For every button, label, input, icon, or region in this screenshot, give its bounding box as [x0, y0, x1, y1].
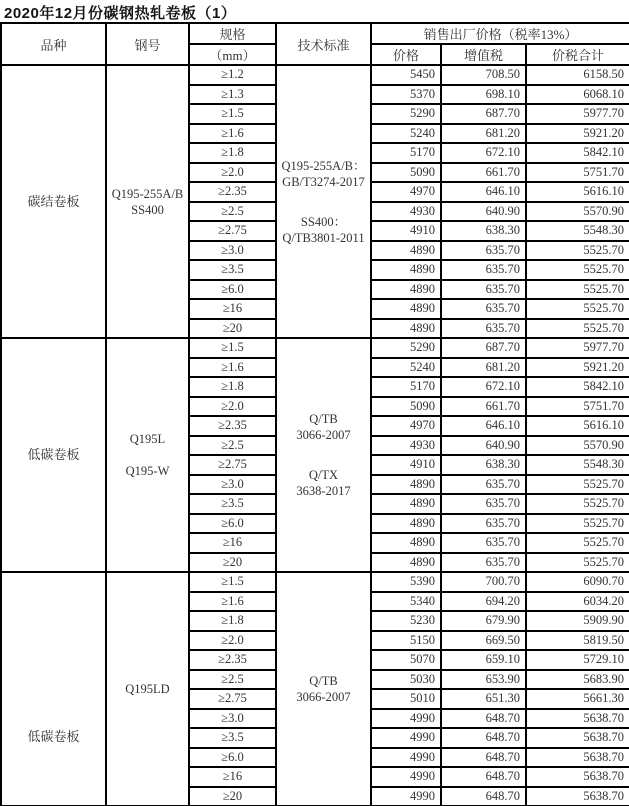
vat-cell: 698.10 — [441, 85, 526, 105]
header-spec: 规格 — [189, 23, 276, 44]
cell-content — [107, 186, 188, 218]
spec-cell: ≥3.0 — [189, 241, 276, 261]
vat-cell: 635.70 — [441, 533, 526, 553]
total-cell: 6090.70 — [526, 572, 629, 592]
vat-cell: 648.70 — [441, 787, 526, 806]
price-cell: 5030 — [371, 670, 441, 690]
spec-cell: ≥1.6 — [189, 358, 276, 378]
price-cell: 4890 — [371, 299, 441, 319]
vat-cell: 672.10 — [441, 377, 526, 397]
vat-cell: 646.10 — [441, 416, 526, 436]
vat-cell: 659.10 — [441, 650, 526, 670]
vat-cell: 638.30 — [441, 455, 526, 475]
total-cell: 5921.20 — [526, 124, 629, 144]
spec-cell: ≥20 — [189, 319, 276, 339]
vat-cell: 648.70 — [441, 728, 526, 748]
text-line: Q/TB — [309, 674, 338, 688]
grade-cell — [106, 65, 189, 338]
price-cell: 4990 — [371, 728, 441, 748]
price-cell: 5090 — [371, 163, 441, 183]
total-cell: 5638.70 — [526, 709, 629, 729]
total-cell: 6158.50 — [526, 65, 629, 85]
total-cell: 5525.70 — [526, 280, 629, 300]
vat-cell: 681.20 — [441, 124, 526, 144]
price-cell: 4890 — [371, 533, 441, 553]
text-line: GB/T3274-2017 — [282, 174, 365, 189]
total-cell: 5570.90 — [526, 436, 629, 456]
vat-cell: 635.70 — [441, 475, 526, 495]
text-line: Q195-255A/B — [111, 186, 184, 201]
variety-cell — [1, 572, 106, 806]
vat-cell: 661.70 — [441, 163, 526, 183]
text-line: SS400 — [131, 202, 164, 217]
price-cell: 5240 — [371, 124, 441, 144]
vat-cell: 651.30 — [441, 689, 526, 709]
spec-cell: ≥6.0 — [189, 748, 276, 768]
price-cell: 4990 — [371, 787, 441, 806]
spec-cell: ≥1.6 — [189, 124, 276, 144]
spec-cell: ≥2.5 — [189, 670, 276, 690]
standard-cell — [276, 572, 371, 806]
table-row — [1, 572, 629, 592]
vat-cell: 648.70 — [441, 767, 526, 787]
text-line: Q195L — [129, 432, 166, 446]
price-cell: 4890 — [371, 280, 441, 300]
variety-cell — [1, 65, 106, 338]
text-line: Q/TB — [309, 412, 338, 426]
price-cell: 5090 — [371, 397, 441, 417]
total-cell: 6034.20 — [526, 592, 629, 612]
spec-cell: ≥20 — [189, 553, 276, 573]
spec-cell: ≥16 — [189, 533, 276, 553]
vat-cell: 687.70 — [441, 338, 526, 358]
spec-cell: ≥1.2 — [189, 65, 276, 85]
total-cell: 5525.70 — [526, 514, 629, 534]
spec-cell: ≥2.35 — [189, 416, 276, 436]
spec-cell: ≥2.5 — [189, 436, 276, 456]
spec-cell: ≥1.6 — [189, 592, 276, 612]
vat-cell: 635.70 — [441, 553, 526, 573]
spec-cell: ≥1.8 — [189, 611, 276, 631]
price-cell: 4890 — [371, 553, 441, 573]
text-line: 低碳卷板 — [27, 447, 80, 462]
total-cell: 5616.10 — [526, 416, 629, 436]
spec-cell: ≥3.5 — [189, 728, 276, 748]
vat-cell: 700.70 — [441, 572, 526, 592]
vat-cell: 635.70 — [441, 260, 526, 280]
total-cell: 5638.70 — [526, 767, 629, 787]
price-table — [0, 22, 629, 806]
price-cell: 5170 — [371, 143, 441, 163]
table-header — [1, 23, 629, 65]
spec-cell: ≥6.0 — [189, 514, 276, 534]
total-cell: 5570.90 — [526, 202, 629, 222]
text-line: Q195-W — [125, 464, 170, 478]
total-cell: 5977.70 — [526, 104, 629, 124]
spec-cell: ≥1.8 — [189, 143, 276, 163]
spec-cell: ≥3.0 — [189, 709, 276, 729]
spec-cell: ≥1.3 — [189, 85, 276, 105]
price-cell: 5150 — [371, 631, 441, 651]
vat-cell: 681.20 — [441, 358, 526, 378]
total-cell: 5525.70 — [526, 319, 629, 339]
total-cell: 5525.70 — [526, 533, 629, 553]
price-cell: 5170 — [371, 377, 441, 397]
spec-cell: ≥3.0 — [189, 475, 276, 495]
total-cell: 5842.10 — [526, 143, 629, 163]
vat-cell: 640.90 — [441, 202, 526, 222]
spec-cell: ≥1.5 — [189, 338, 276, 358]
total-cell: 5751.70 — [526, 163, 629, 183]
vat-cell: 648.70 — [441, 748, 526, 768]
cell-content — [107, 681, 188, 697]
cell-content — [2, 194, 105, 210]
spec-cell: ≥2.0 — [189, 163, 276, 183]
text-line: 碳结卷板 — [27, 193, 80, 209]
vat-cell: 669.50 — [441, 631, 526, 651]
cell-content — [2, 447, 105, 463]
vat-cell: 687.70 — [441, 104, 526, 124]
spec-cell: ≥2.75 — [189, 689, 276, 709]
text-line: SS400： — [300, 214, 347, 229]
text-line: Q/TX — [308, 468, 339, 482]
price-cell: 4890 — [371, 475, 441, 495]
total-cell: 5638.70 — [526, 787, 629, 806]
standard-cell — [276, 65, 371, 338]
price-cell: 5010 — [371, 689, 441, 709]
price-cell: 4890 — [371, 514, 441, 534]
total-cell: 5909.90 — [526, 611, 629, 631]
text-line: 3638-2017 — [296, 484, 351, 498]
vat-cell: 646.10 — [441, 182, 526, 202]
total-cell: 5638.70 — [526, 748, 629, 768]
total-cell: 5525.70 — [526, 260, 629, 280]
spec-cell: ≥16 — [189, 299, 276, 319]
vat-cell: 672.10 — [441, 143, 526, 163]
header-price: 价格 — [371, 44, 441, 65]
total-cell: 5977.70 — [526, 338, 629, 358]
vat-cell: 638.30 — [441, 221, 526, 241]
total-cell: 5921.20 — [526, 358, 629, 378]
price-cell: 5450 — [371, 65, 441, 85]
standard-cell — [276, 338, 371, 572]
header-standard: 技术标准 — [276, 23, 371, 65]
table-row — [1, 65, 629, 85]
header-vat: 增值税 — [441, 44, 526, 65]
total-cell: 5819.50 — [526, 631, 629, 651]
total-cell: 5525.70 — [526, 494, 629, 514]
price-cell: 4890 — [371, 241, 441, 261]
vat-cell: 635.70 — [441, 494, 526, 514]
total-cell: 5525.70 — [526, 475, 629, 495]
spec-cell: ≥2.75 — [189, 455, 276, 475]
spec-cell: ≥2.5 — [189, 202, 276, 222]
spec-cell: ≥3.5 — [189, 260, 276, 280]
spec-cell: ≥2.35 — [189, 182, 276, 202]
grade-cell — [106, 338, 189, 572]
variety-cell — [1, 338, 106, 572]
price-cell: 4930 — [371, 436, 441, 456]
price-cell: 5340 — [371, 592, 441, 612]
cell-content — [2, 729, 105, 745]
spec-cell: ≥3.5 — [189, 494, 276, 514]
header-total: 价税合计 — [526, 44, 629, 65]
header-spec-unit: （mm） — [189, 44, 276, 65]
spec-cell: ≥1.8 — [189, 377, 276, 397]
vat-cell: 640.90 — [441, 436, 526, 456]
price-cell: 4990 — [371, 748, 441, 768]
spec-cell: ≥2.0 — [189, 397, 276, 417]
price-cell: 5230 — [371, 611, 441, 631]
total-cell: 5525.70 — [526, 241, 629, 261]
spec-cell: ≥20 — [189, 787, 276, 806]
price-cell: 4990 — [371, 709, 441, 729]
total-cell: 5548.30 — [526, 221, 629, 241]
spec-cell: ≥2.0 — [189, 631, 276, 651]
total-cell: 5842.10 — [526, 377, 629, 397]
total-cell: 5616.10 — [526, 182, 629, 202]
text-line: Q195LD — [125, 682, 170, 696]
price-cell: 4890 — [371, 260, 441, 280]
header-variety: 品种 — [1, 23, 106, 65]
text-line: Q/TB3801-2011 — [282, 230, 365, 245]
vat-cell: 694.20 — [441, 592, 526, 612]
vat-cell: 648.70 — [441, 709, 526, 729]
price-cell: 4890 — [371, 319, 441, 339]
price-cell: 4970 — [371, 182, 441, 202]
price-cell: 4910 — [371, 221, 441, 241]
spec-cell: ≥2.75 — [189, 221, 276, 241]
text-line: Q195-255A/B： — [281, 158, 366, 173]
price-cell: 4990 — [371, 767, 441, 787]
cell-content — [277, 673, 370, 705]
total-cell: 5525.70 — [526, 553, 629, 573]
cell-content — [277, 411, 370, 499]
spec-cell: ≥2.35 — [189, 650, 276, 670]
vat-cell: 635.70 — [441, 299, 526, 319]
text-line: 低碳卷板 — [27, 729, 80, 744]
total-cell: 6068.10 — [526, 85, 629, 105]
spec-cell: ≥16 — [189, 767, 276, 787]
price-table-body — [1, 65, 629, 806]
price-cell: 5070 — [371, 650, 441, 670]
total-cell: 5683.90 — [526, 670, 629, 690]
price-cell: 4930 — [371, 202, 441, 222]
total-cell: 5751.70 — [526, 397, 629, 417]
vat-cell: 635.70 — [441, 280, 526, 300]
page-title: 2020年12月份碳钢热轧卷板（1） — [4, 5, 237, 22]
vat-cell: 653.90 — [441, 670, 526, 690]
spec-cell: ≥1.5 — [189, 104, 276, 124]
grade-cell — [106, 572, 189, 806]
total-cell: 5661.30 — [526, 689, 629, 709]
vat-cell: 661.70 — [441, 397, 526, 417]
price-cell: 5290 — [371, 104, 441, 124]
total-cell: 5638.70 — [526, 728, 629, 748]
text-line: 3066-2007 — [296, 428, 351, 442]
total-cell: 5548.30 — [526, 455, 629, 475]
spec-cell: ≥6.0 — [189, 280, 276, 300]
header-grade: 钢号 — [106, 23, 189, 65]
total-cell: 5525.70 — [526, 299, 629, 319]
vat-cell: 679.90 — [441, 611, 526, 631]
vat-cell: 635.70 — [441, 319, 526, 339]
price-cell: 5290 — [371, 338, 441, 358]
total-cell: 5729.10 — [526, 650, 629, 670]
price-cell: 5370 — [371, 85, 441, 105]
price-cell: 4890 — [371, 494, 441, 514]
header-row-1 — [1, 23, 629, 44]
header-price-group: 销售出厂价格（税率13%） — [371, 23, 629, 44]
table-row — [1, 338, 629, 358]
price-cell: 5240 — [371, 358, 441, 378]
vat-cell: 708.50 — [441, 65, 526, 85]
price-cell: 5390 — [371, 572, 441, 592]
vat-cell: 635.70 — [441, 514, 526, 534]
cell-content — [107, 431, 188, 479]
price-cell: 4910 — [371, 455, 441, 475]
vat-cell: 635.70 — [441, 241, 526, 261]
spec-cell: ≥1.5 — [189, 572, 276, 592]
text-line: 3066-2007 — [296, 690, 351, 704]
cell-content — [277, 158, 370, 246]
price-cell: 4970 — [371, 416, 441, 436]
